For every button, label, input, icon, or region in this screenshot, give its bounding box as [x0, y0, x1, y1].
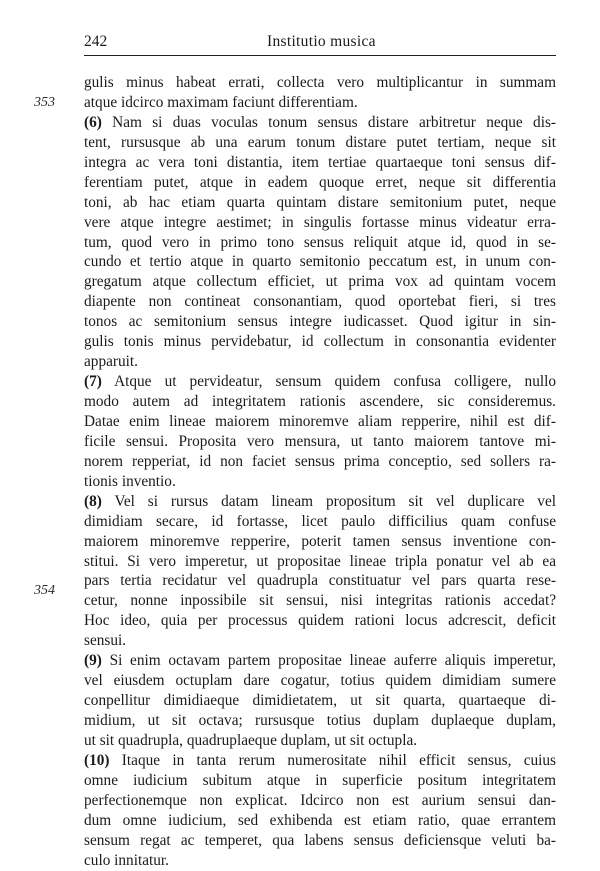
line-text: Hoc ideo, quia per processus quidem rationi locus adcrescit, deficit [84, 612, 556, 630]
text-line [84, 651, 556, 671]
text-line [84, 432, 556, 452]
paragraph-number: (7) [84, 373, 102, 391]
line-text: sensum regat ac temperet, qua labens sensus deficiensque veluti ba- [84, 831, 556, 849]
line-text: atque idcirco maximam faciunt differentiam. [84, 93, 358, 111]
line-text: conpellitur dimidiaeque dimidietatem, ut sit quarta, quartaeque di- [84, 692, 556, 710]
text-line [84, 412, 556, 432]
line-text: gulis minus habeat errati, collecta vero multiplicantur in summam [84, 74, 556, 91]
text-line [84, 811, 556, 831]
line-text: integra ac vera toni distantia, item tertiae quartaeque toni sensus dif- [84, 153, 556, 171]
text-line [84, 93, 556, 113]
line-text: dimidiam secare, id fortasse, licet paulo difficilius quam confuse [84, 512, 556, 530]
line-text: ferentiam putet, atque in eadem quoque erret, neque sit differentia [84, 173, 556, 191]
page-number: 242 [84, 33, 108, 50]
line-text: apparuit. [84, 353, 138, 371]
line-text: cundo et tertio atque in quarto semitonio peccatum est, in unum con- [84, 253, 556, 271]
text-line [84, 213, 556, 233]
line-text: vere atque integre aestimet; in singulis fortasse minus videatur errа- [84, 213, 556, 231]
line-text: omne iudicium subitum atque in superficie positum integritatem [84, 771, 556, 789]
line-text: ficile sensui. Proposita vero mensura, ut tanto maiorem tantove mi- [84, 432, 556, 450]
text-line [84, 631, 556, 651]
line-text: cetur, nonne inpossibile sit sensui, nisi integritas rationis accedat? [84, 592, 556, 610]
running-head [84, 33, 556, 56]
text-line [84, 472, 556, 492]
text-line [84, 272, 556, 292]
text-line [84, 591, 556, 611]
text-line [84, 731, 556, 751]
margin-note-354: 354 [34, 583, 55, 598]
line-text: Atque ut pervideatur, sensum quidem confusa colligere, nullo [101, 373, 556, 391]
paragraph-number: (9) [84, 652, 102, 670]
line-text: tonos ac semitonium sensus integre iudicasset. Quod igitur in sin- [84, 313, 556, 331]
text-line [84, 153, 556, 173]
line-text: perfectionemque non explicat. Idcirco non est aurium sensui dan- [84, 791, 556, 809]
text-line [84, 532, 556, 552]
line-text: Itaque in tanta rerum numerositate nihil efficit sensus, cuius [109, 751, 556, 769]
text-line [84, 831, 556, 851]
paragraph-number: (6) [84, 113, 102, 131]
paragraph-number: (10) [84, 751, 110, 769]
line-text: vel eiusdem octuplam dare cogatur, totius quidem dimidiam sumere [84, 672, 556, 690]
text-line [84, 133, 556, 153]
text-line [84, 691, 556, 711]
line-text: Datae enim lineae maiorem minoremve aliam repperire, nihil est dif- [84, 412, 556, 430]
text-line [84, 711, 556, 731]
text-line [84, 452, 556, 472]
text-line [84, 312, 556, 332]
line-text: toni, ab hac etiam quarta quintam distare semitonium putet, neque [84, 193, 556, 211]
text-line [84, 512, 556, 532]
margin-note-353: 353 [34, 95, 55, 110]
text-line [84, 113, 556, 133]
line-text: Nam si duas voculas tonum sensus distare arbitretur neque dis- [101, 113, 556, 131]
line-text: Vel si rursus datam lineam propositum sit vel duplicare vel [101, 492, 556, 510]
line-text: gregatum atque collectum efficiet, ut prima vox ad quintam vocem [84, 273, 556, 291]
text-line [84, 372, 556, 392]
line-text: tionis inventio. [84, 472, 176, 490]
line-text: gulis tonis minus pervidebatur, id collectum in consonantia evidenter [84, 333, 556, 351]
line-text: dum omne iudicium, sed exhibenda est etiam ratio, quae errantem [84, 811, 556, 829]
line-text: norem repperiat, id non faciet sensus prima conceptio, sed sollers ra- [84, 452, 556, 470]
text-line [84, 252, 556, 272]
text-line [84, 332, 556, 352]
line-text: midium, ut sit octava; rursusque totius duplam duplaeque duplam, [84, 712, 556, 729]
line-text: tum, quod vero in primo tono sensus reliquit atque id, quod in se- [84, 233, 556, 251]
text-line [84, 851, 556, 871]
body-text [84, 73, 556, 871]
line-text: culo innitatur. [84, 851, 169, 869]
paragraph-number: (8) [84, 492, 102, 510]
text-line [84, 73, 556, 93]
text-line [84, 611, 556, 631]
line-text: sensui. [84, 632, 127, 650]
line-text: diapente non contineat consonantiam, quod oportebat fieri, si tres [84, 293, 556, 311]
text-line [84, 571, 556, 591]
text-line [84, 173, 556, 193]
line-text: modo autem ad integritatem rationis ascendere, sic consideremus. [84, 393, 556, 410]
text-line [84, 193, 556, 213]
line-text: ut sit quadrupla, quadruplaeque duplam, ut sit octupla. [84, 731, 418, 749]
line-text: stitui. Si vero imperetur, ut propositae lineae tripla ponatur vel ab ea [84, 552, 556, 570]
line-text: maiorem minoremve repperire, poterit tamen sensus inventione con- [84, 532, 556, 550]
text-line [84, 552, 556, 572]
running-title: Institutio musica [267, 33, 376, 50]
text-line [84, 392, 556, 412]
text-line [84, 292, 556, 312]
text-line [84, 751, 556, 771]
text-line [84, 492, 556, 512]
text-line [84, 233, 556, 253]
text-line [84, 791, 556, 811]
line-text: Si enim octavam partem propositae lineae auferre aliquis imperetur, [101, 652, 556, 670]
text-line [84, 671, 556, 691]
text-line [84, 352, 556, 372]
line-text: pars tertia recidatur vel quadrupla constituatur vel pars quarta rese- [84, 572, 556, 590]
text-line [84, 771, 556, 791]
line-text: tent, rursusque ab una earum tonum distare putet tertiam, neque sit [84, 133, 556, 151]
